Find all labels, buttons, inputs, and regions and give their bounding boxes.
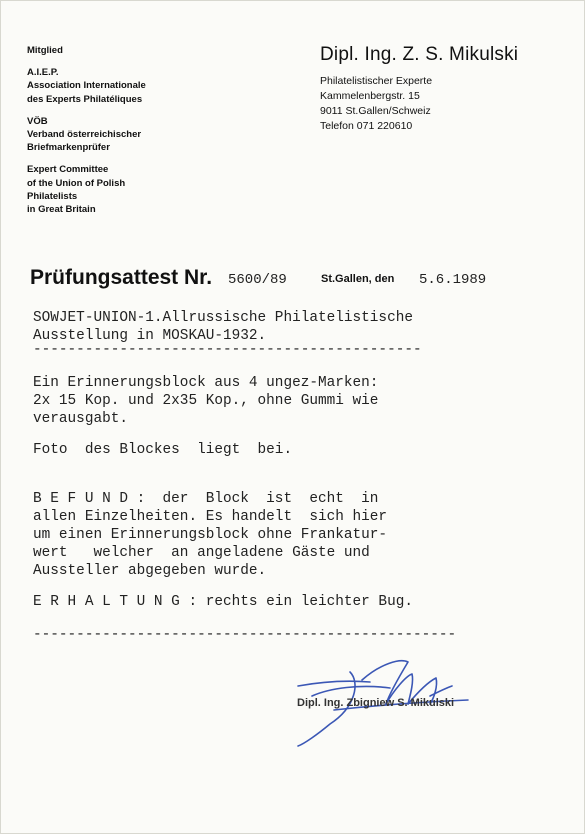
expert-detail-line: Kammelenbergstr. 15 xyxy=(320,90,420,102)
signature-stamp: Dipl. Ing. Zbigniew S. Mikulski xyxy=(297,697,455,709)
expert-name: Dipl. Ing. Z. S. Mikulski xyxy=(320,44,519,65)
membership-line: A.I.E.P. xyxy=(27,67,59,79)
membership-line: Association Internationale xyxy=(27,80,146,92)
description-text: Ein Erinnerungsblock aus 4 ungez-Marken: 2x 15 Kop. und 2x35 Kop., ohne Gummi wie verausgabt. xyxy=(33,375,379,427)
membership-line: Briefmarkenprüfer xyxy=(27,142,110,154)
membership-line: Mitglied xyxy=(27,45,63,56)
memberships-block xyxy=(27,44,247,225)
membership-line: VÖB xyxy=(27,115,48,127)
befund-text: B E F U N D : der Block ist echt in allen Einzelheiten. Es handelt sich hier um einen Erinnerungsblock ohne Frankatur- wert welcher an angeladene Gäste und Aussteller abgegeben wurde. xyxy=(33,491,388,579)
expert-detail-line: Philatelistischer Experte xyxy=(320,75,433,87)
membership-line: of the Union of Polish xyxy=(27,177,126,189)
subject-text: SOWJET-UNION-1.Allrussische Philatelistische Ausstellung in MOSKAU-1932. xyxy=(33,310,413,344)
erhaltung-text: E R H A L T U N G : rechts ein leichter Bug. xyxy=(33,594,413,610)
membership-line: Verband österreichischer xyxy=(27,129,142,141)
certificate-date: 5.6.1989 xyxy=(419,272,487,288)
membership-aiep xyxy=(27,66,247,106)
membership-voeb xyxy=(27,115,247,155)
membership-line: Expert Committee xyxy=(27,164,109,176)
expert-letterhead xyxy=(320,44,570,134)
expert-detail-line: 9011 St.Gallen/Schweiz xyxy=(320,105,431,117)
separator-line: ------------------------------------------------- xyxy=(33,627,457,643)
photo-note: Foto des Blockes liegt bei. xyxy=(33,442,293,458)
membership-polish-committee xyxy=(27,163,247,216)
certificate-number: 5600/89 xyxy=(228,272,287,288)
separator-line: --------------------------------------------- xyxy=(33,342,422,358)
membership-line: des Experts Philatéliques xyxy=(27,93,143,105)
certificate-title: Prüfungsattest Nr. xyxy=(30,266,213,289)
expert-detail-line: Telefon 071 220610 xyxy=(320,120,413,132)
certificate-place: St.Gallen, den xyxy=(321,273,395,285)
membership-label xyxy=(27,44,247,57)
certificate-title-row xyxy=(30,266,570,296)
membership-line: Philatelists xyxy=(27,190,78,202)
membership-line: in Great Britain xyxy=(27,204,96,216)
